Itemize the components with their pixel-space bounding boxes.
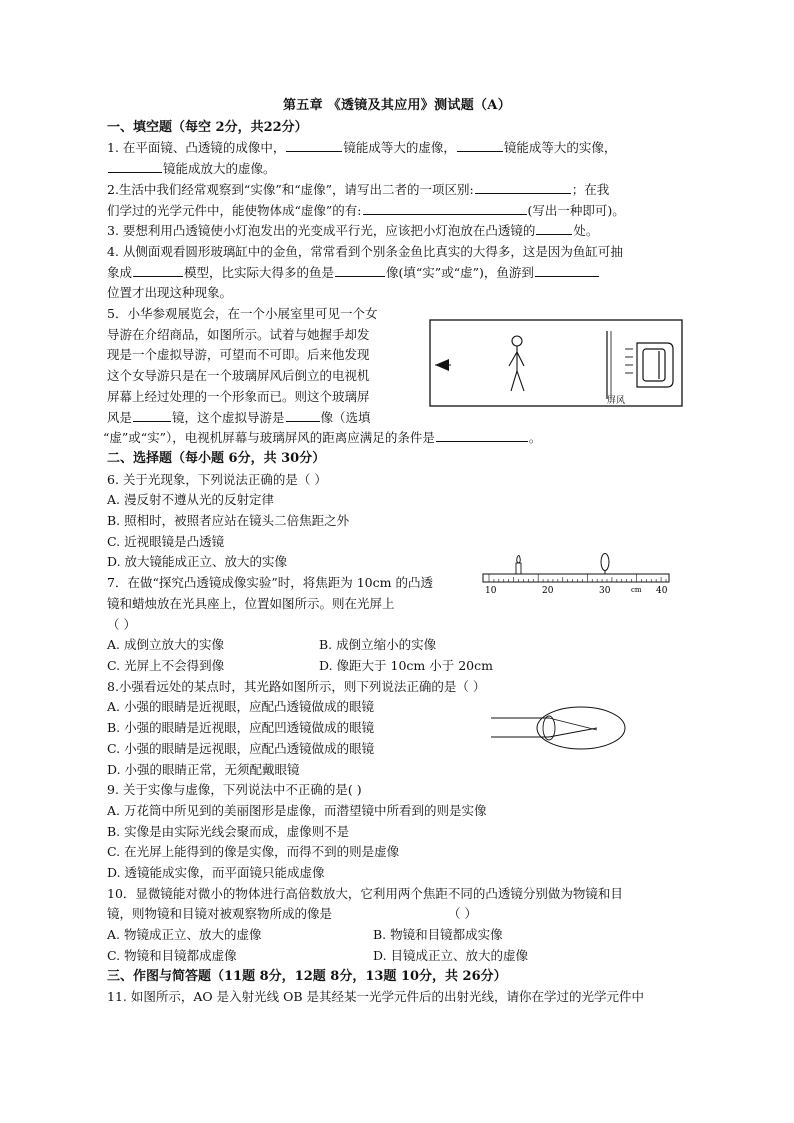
q7-line1: 7．在做“探究凸透镜成像实验”时，将焦距为 10cm 的凸透 — [107, 575, 433, 591]
q5-text-6c: 像（选填 — [320, 409, 371, 425]
q4-line3: 位置才出现这种现象。 — [107, 285, 233, 301]
q5-line4: 这个女导游只是在一个玻璃屏风后倒立的电视机 — [107, 368, 370, 384]
q3-text-a: 3. 要想利用凸透镜使小灯泡发出的光变成平行光，应该把小灯泡放在凸透镜的 — [107, 223, 536, 239]
q4-line1: 4. 从侧面观看圆形玻璃缸中的金鱼，常常看到个别条金鱼比真实的大得多，这是因为鱼缸可抽 — [107, 243, 623, 259]
q5-text-7b: 。 — [528, 430, 542, 446]
ruler-label-20: 20 — [542, 586, 554, 597]
answer-blank[interactable] — [457, 138, 503, 152]
q1-text-d: 镜能成放大的虚像。 — [163, 161, 276, 177]
q8-option-b[interactable]: B. 小强的眼睛是近视眼，应配凹透镜做成的眼镜 — [107, 720, 375, 736]
answer-blank[interactable] — [286, 138, 342, 152]
answer-blank[interactable] — [475, 180, 571, 194]
showroom-figure — [429, 319, 685, 415]
q6-option-a[interactable]: A. 漫反射不遵从光的反射定律 — [107, 492, 274, 508]
answer-blank[interactable] — [536, 221, 572, 235]
answer-blank[interactable] — [335, 263, 385, 277]
q6-option-b[interactable]: B. 照相时，被照者应站在镜头二倍焦距之外 — [107, 513, 350, 529]
ruler-unit-label: cm — [631, 586, 642, 595]
q9-option-a[interactable]: A. 万花筒中所见到的美丽图形是虚像，而潜望镜中所看到的则是实像 — [107, 802, 487, 818]
optical-bench-figure — [481, 553, 673, 597]
q7-options-row1 — [107, 635, 687, 656]
q2-text-c: 们学过的光学元件中，能使物体成“虚像”的有: — [107, 202, 362, 218]
q3-text-b: 处。 — [573, 223, 599, 239]
q10-option-a[interactable]: A. 物镜成正立、放大的虚像 — [107, 927, 262, 943]
section3-heading: 三、作图与简答题（11题 8分，12题 8分，13题 10分，共 26分） — [107, 968, 507, 984]
q6-option-c[interactable]: C. 近视眼镜是凸透镜 — [107, 533, 225, 549]
q5-line3: 现是一个虚拟导游，可望而不可即。后来他发现 — [107, 347, 370, 363]
q5-line6 — [107, 408, 425, 429]
q4-line2 — [107, 263, 687, 284]
q9-stem: 9. 关于实像与虚像，下列说法中不正确的是( ) — [107, 782, 362, 798]
q10-options-row1 — [107, 925, 687, 946]
screen-label: 屏风 — [607, 396, 626, 407]
showroom-frame — [430, 320, 682, 406]
q2-text-b: ；在我 — [571, 181, 610, 197]
q10-paren: （ ） — [448, 906, 477, 922]
q4-text-d: 像(填“实”或“虚”)，鱼游到 — [386, 264, 534, 280]
guide-figure-icon — [509, 336, 524, 391]
q5-text-6b: 镜，这个虚拟导游是 — [172, 409, 285, 425]
q10-option-d[interactable]: D. 目镜成正立、放大的虚像 — [373, 947, 529, 963]
ruler-label-30: 30 — [599, 586, 611, 597]
page-title: 第五章 《透镜及其应用》测试题（A） — [282, 98, 511, 113]
q7-options-row2 — [107, 656, 687, 677]
light-ray — [549, 728, 597, 737]
eye-ray-diagram — [491, 705, 627, 751]
q5-text — [107, 304, 425, 428]
q3-line — [107, 221, 687, 242]
q8-option-d[interactable]: D. 小强的眼睛正常，无须配戴眼镜 — [107, 761, 300, 777]
q1-line1 — [107, 138, 687, 159]
ruler-ticks — [489, 574, 666, 582]
q4-text-c: 模型，比实际大得多的鱼是 — [184, 264, 335, 280]
q2-text-d: (写出一种即可)。 — [527, 202, 625, 218]
ruler — [483, 574, 669, 582]
eyeball-icon — [537, 707, 625, 749]
q2-line2 — [107, 201, 687, 222]
q5-text-7a: “虚”或“实”），电视机屏幕与玻璃屏风的距离应满足的条件是 — [103, 430, 435, 446]
q6-stem: 6. 关于光现象，下列说法正确的是（ ） — [107, 471, 327, 487]
q10-options-row2 — [107, 946, 687, 967]
q5-line5: 屏幕上经过处理的一个形象而已。则这个玻璃屏 — [107, 388, 370, 404]
q10-option-c[interactable]: C. 物镜和目镜都成虚像 — [107, 947, 237, 963]
q5-text-6a: 风是 — [107, 409, 133, 425]
q5-line2: 导游在介绍商品，如图所示。试着与她握手却发 — [107, 326, 370, 342]
q10-line2 — [107, 904, 687, 925]
q2-line1 — [107, 180, 687, 201]
answer-blank[interactable] — [108, 159, 162, 173]
q7-block — [107, 573, 687, 677]
answer-blank[interactable] — [133, 263, 183, 277]
answer-blank[interactable] — [133, 408, 171, 422]
q1-text-b: 镜能成等大的虚像， — [343, 140, 456, 156]
tv-icon — [637, 343, 673, 387]
section1-heading: 一、填空题（每空 2分，共22分） — [107, 119, 308, 135]
answer-blank[interactable] — [436, 428, 528, 442]
q8-option-a[interactable]: A. 小强的眼睛是近视眼，应配凸透镜做成的眼镜 — [107, 699, 374, 715]
q5-line7 — [103, 428, 687, 449]
q11-line1: 11. 如图所示，AO 是入射光线 OB 是其经某一光学元件后的出射光线，请你在学过的光学元件中 — [107, 989, 644, 1005]
q4-text-b: 象成 — [107, 264, 133, 280]
ruler-label-40: 40 — [656, 586, 668, 597]
light-ray — [549, 718, 597, 730]
q1-line2 — [107, 159, 687, 180]
q10-option-b[interactable]: B. 物镜和目镜都成实像 — [373, 927, 503, 943]
q1-text-c: 镜能成等大的实像， — [503, 140, 617, 156]
ruler-label-10: 10 — [485, 586, 497, 597]
answer-blank[interactable] — [363, 201, 527, 215]
exam-page — [103, 96, 687, 1008]
q7-option-a[interactable]: A. 成倒立放大的实像 — [107, 637, 224, 653]
q6-option-d[interactable]: D. 放大镜能成正立、放大的实像 — [107, 554, 288, 570]
q8-block — [107, 677, 687, 781]
q7-option-b[interactable]: B. 成倒立缩小的实像 — [319, 637, 437, 653]
convex-lens-icon — [601, 554, 609, 571]
q2-text-a: 2.生活中我们经常观察到“实像”和“虚像”，请写出二者的一项区别: — [107, 181, 474, 197]
q7-line3: （ ） — [107, 616, 136, 632]
q1-text-a: 1. 在平面镜、凸透镜的成像中， — [107, 140, 286, 156]
q9-option-b[interactable]: B. 实像是由实际光线会聚而成，虚像则不是 — [107, 823, 350, 839]
q5-line1: 5．小华参观展览会，在一个小展室里可见一个女 — [107, 306, 378, 322]
q10-line1: 10．显微镜能对微小的物体进行高倍数放大，它利用两个焦距不同的凸透镜分别做为物镜和目 — [107, 885, 623, 901]
q9-option-c[interactable]: C. 在光屏上能得到的像是实像，而得不到的则是虚像 — [107, 844, 400, 860]
q10-text: 镜，则物镜和目镜对被观察物所成的像是 — [107, 906, 333, 922]
q8-option-c[interactable]: C. 小强的眼睛是远视眼，应配凸透镜做成的眼镜 — [107, 740, 375, 756]
q5-block — [103, 304, 687, 449]
q7-option-c[interactable]: C. 光屏上不会得到像 — [107, 657, 225, 673]
q8-stem: 8.小强看远处的某点时，其光路如图所示，则下列说法正确的是（ ） — [107, 678, 486, 694]
answer-blank[interactable] — [286, 408, 320, 422]
light-rays — [625, 349, 633, 373]
q7-option-d[interactable]: D. 像距大于 10cm 小于 20cm — [319, 657, 493, 673]
section2-heading: 二、选择题（每小题 6分，共 30分） — [107, 450, 326, 466]
q9-option-d[interactable]: D. 透镜能成实像，而平面镜只能成虚像 — [107, 865, 325, 881]
q7-line2: 镜和蜡烛放在光具座上，位置如图所示。则在光屏上 — [107, 595, 395, 611]
answer-blank[interactable] — [535, 263, 599, 277]
candle-icon — [516, 556, 521, 575]
